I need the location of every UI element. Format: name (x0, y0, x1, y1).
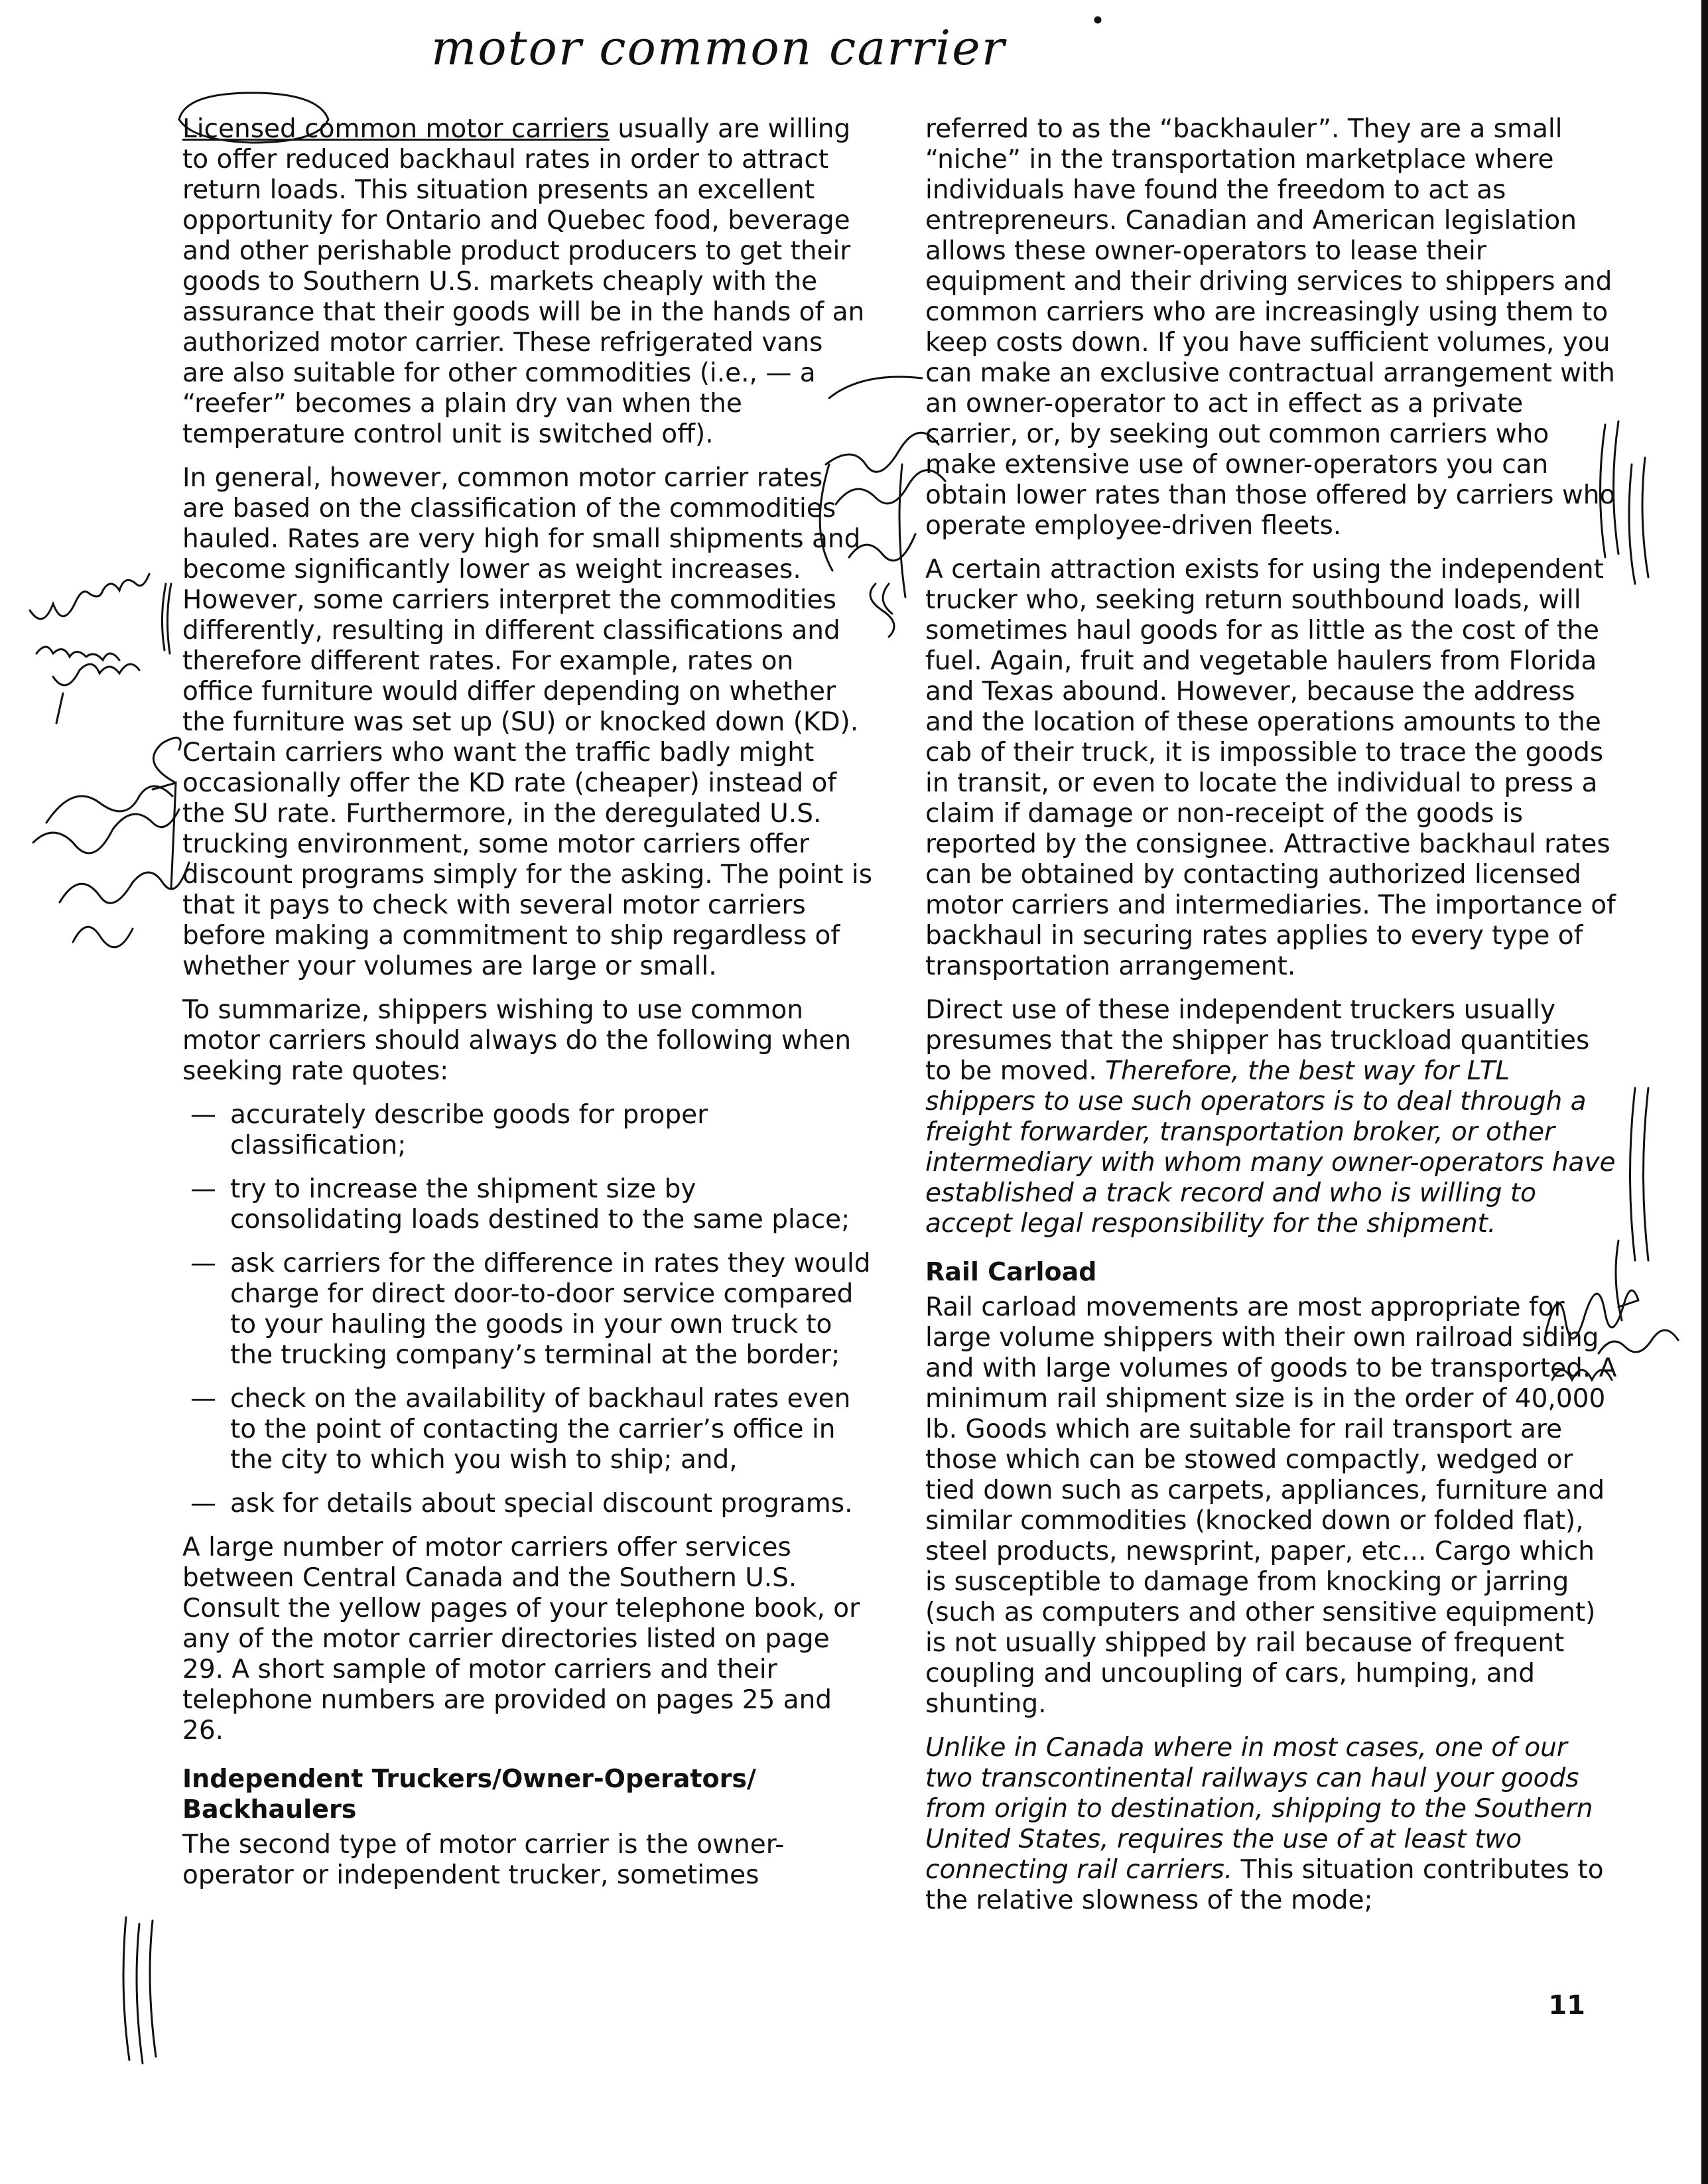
section-heading-rail-carload: Rail Carload (925, 1257, 1097, 1286)
paragraph: A certain attraction exists for using the independent trucker who, seeking return southbound loads, will sometimes haul goods for as little as the cost of the fuel. Again, fruit and vegetable haulers from Florida and Texas abound. However, because the address and the location of these operations amounts to the cab of their truck, it is impossible to trace the goods in transit, or even to locate the individual to press a claim if damage or non-receipt of the goods is reported by the consignee. Attractive backhaul rates can be obtained by contacting authorized licensed motor carriers and intermediaries. The importance of backhaul in securing rates applies to every type of transportation arrangement. (925, 555, 1616, 981)
paragraph: Rail carload movements are most appropriate for large volume shippers with their own railroad siding and with large volumes of goods to be transported. A minimum rail shipment size is in the order of 40,000 lb. Goods which are suitable for rail transport are those which can be stowed compactly, wedged or tied down such as carpets, appliances, furniture and similar commodities (knocked down or folded flat), steel products, newsprint, paper, etc... Cargo which is susceptible to damage from knocking or jarring (such as computers and other sensitive equipment) is not usually shipped by rail because of frequent coupling and uncoupling of cars, humping, and shunting. (925, 1292, 1617, 1719)
paragraph (925, 1733, 1622, 1916)
lead-phrase: Licensed common motor carriers (182, 114, 610, 144)
paragraph-italic-text: Therefore, the best way for LTL shippers to use such operators is to deal through a freight forwarder, transportation broker, or other intermediary with whom many owner-operators have established a track record and who is willing to accept legal responsibility for the shipment. (925, 1056, 1616, 1239)
paragraph: The second type of motor carrier is the owner-operator or independent trucker, sometimes (182, 1830, 785, 1890)
page-edge (1701, 0, 1708, 2184)
list-item-text: ask for details about special discount programs. (230, 1489, 853, 1519)
paragraph (925, 995, 1622, 1239)
section-heading-independent-truckers: Independent Truckers/Owner-Operators/ Backhaulers (182, 1764, 756, 1824)
paragraph-text: This situation contributes to the relative slowness of the mode; (925, 1855, 1604, 1915)
paragraph: In general, however, common motor carrier rates are based on the classification of the commodities hauled. Rates are very high for small shipments and become significantly lower as weight increases. However, some carriers interpret the commodities differently, resulting in different classifications and therefore different rates. For example, rates on office furniture would differ depending on whether the furniture was set up (SU) or knocked down (KD). Certain carriers who want the traffic badly might occasionally offer the KD rate (cheaper) instead of the SU rate. Furthermore, in the deregulated U.S. trucking environment, some motor carriers offer discount programs simply for the asking. The point is that it pays to check with several motor carriers before making a commitment to ship regardless of whether your volumes are large or small. (182, 463, 873, 981)
paragraph (182, 114, 872, 450)
page-number: 11 (1548, 1990, 1585, 2021)
paragraph-italic-text: Unlike in Canada where in most cases, one of our two transcontinental railways can haul your goods from origin to destination, shipping to the Southern United States, requires the use of at least two connecting rail carriers. (925, 1733, 1593, 1885)
left-column (182, 114, 872, 1904)
list-dash: — (190, 1174, 216, 1204)
list-item (182, 1249, 872, 1371)
right-column (925, 114, 1622, 1929)
paragraph: To summarize, shippers wishing to use common motor carriers should always do the following when seeking rate quotes: (182, 995, 852, 1086)
list-item-text: accurately describe goods for proper classification; (230, 1100, 708, 1160)
list-item (182, 1384, 872, 1475)
rate-quote-checklist (182, 1100, 872, 1519)
list-dash: — (190, 1489, 216, 1519)
list-dash: — (190, 1384, 216, 1414)
list-item-text: try to increase the shipment size by consolidating loads destined to the same place; (230, 1174, 850, 1235)
list-item-text: check on the availability of backhaul rates even to the point of contacting the carrier’s office in the city to which you wish to ship; and, (230, 1384, 851, 1475)
list-item (182, 1489, 872, 1519)
list-item (182, 1100, 872, 1161)
list-dash: — (190, 1100, 216, 1130)
paragraph: referred to as the “backhauler”. They are a small “niche” in the transportation marketplace where individuals have found the freedom to act as entrepreneurs. Canadian and American legislation allows these owner-operators to lease their equipment and their driving services to shippers and common carriers who are increasingly using them to keep costs down. If you have sufficient volumes, you can make an exclusive contractual arrangement with an owner-operator to act in effect as a private carrier, or, by seeking out common carriers who make extensive use of owner-operators you can obtain lower rates than those offered by carriers who operate employee-driven fleets. (925, 114, 1616, 541)
paragraph-text: Direct use of these independent truckers usually presumes that the shipper has truckload quantities to be moved. (925, 995, 1590, 1086)
list-item (182, 1174, 872, 1235)
paragraph-text: usually are willing to offer reduced backhaul rates in order to attract return loads. This situation presents an excellent opportunity for Ontario and Quebec food, beverage and other perishable product producers to get their goods to Southern U.S. markets cheaply with the assurance that their goods will be in the hands of an authorized motor carrier. These refrigerated vans are also suitable for other commodities (i.e., — a “reefer” becomes a plain dry van when the temperature control unit is switched off). (182, 114, 865, 449)
handwritten-title: motor common carrier (431, 20, 1006, 76)
paragraph: A large number of motor carriers offer services between Central Canada and the Southern U.S. Consult the yellow pages of your telephone book, or any of the motor carrier directories listed on page 29. A short sample of motor carriers and their telephone numbers are provided on pages 25 and 26. (182, 1533, 860, 1745)
list-item-text: ask carriers for the difference in rates they would charge for direct door-to-door service compared to your hauling the goods in your own truck to the trucking company’s terminal at the border; (230, 1249, 871, 1370)
list-dash: — (190, 1249, 216, 1278)
